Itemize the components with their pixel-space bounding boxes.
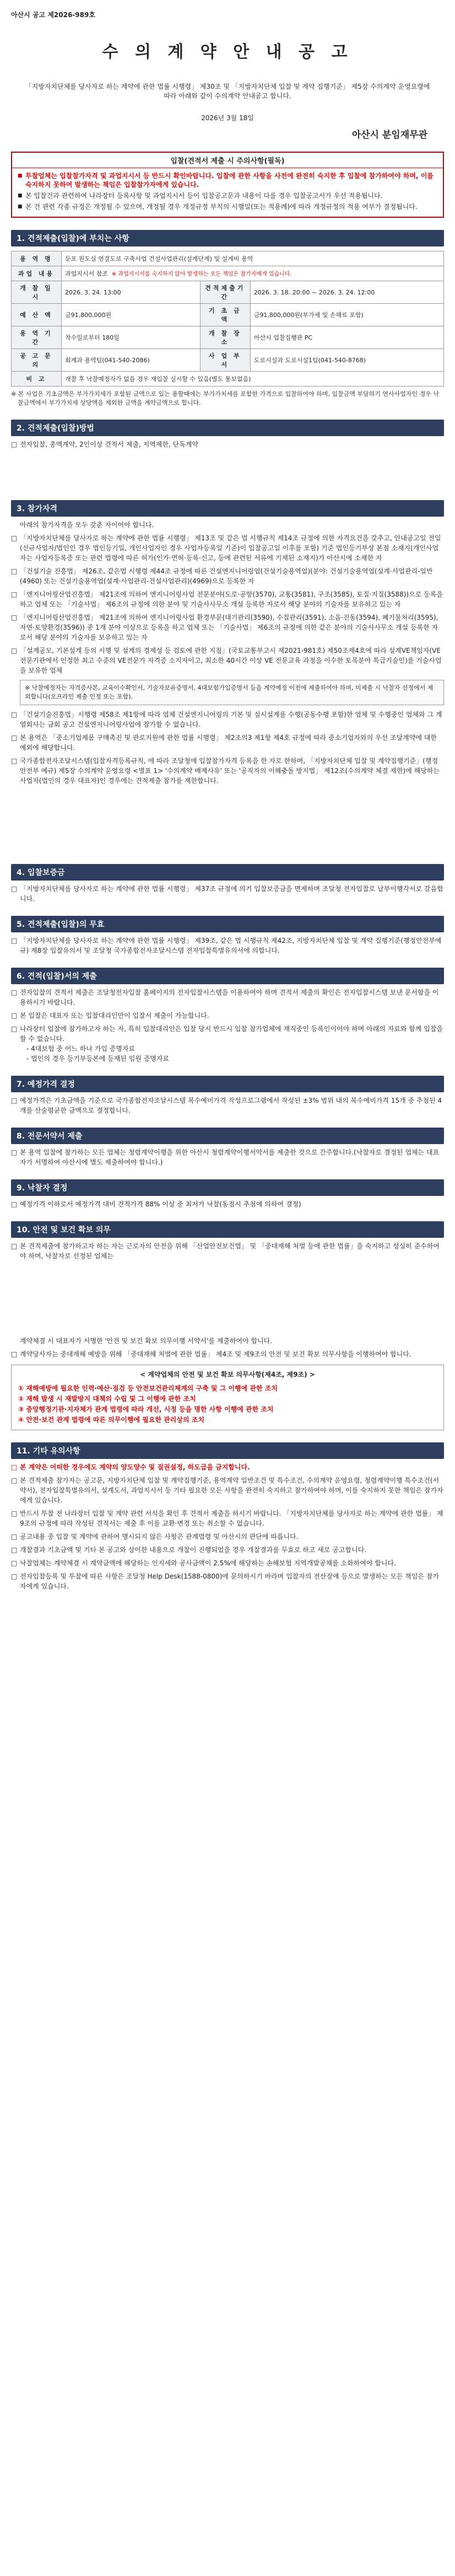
warning-box [11, 152, 444, 218]
paragraph: □ 「지방자치단체를 당사자로 하는 계약에 관한 법률 시행령」 제39조, 같은 법 시행규칙 제42조, 지방자치단체 입찰 및 계약 집행기준(행정안전부예규) 제8장 입찰유의서 및 조달청 국가종합전자조달시스템 전자입찰특별유의서에 의합니다. [11, 936, 444, 956]
paragraph: □ 전자입찰등록 및 투찰에 따른 사항은 조달청 Help Desk(1588-0800)에 문의하시기 바라며 입찰자의 전산장애 등으로 발생하는 모든 책임은 참가자에게 있습니다. [11, 1571, 444, 1591]
paragraph: □ 「지방자치단체를 당사자로 하는 계약에 관한 법률 시행령」 제13조 및 같은 법 시행규칙 제14조 규정에 의한 자격요건을 갖추고, 안내공고일 전일(신규사업자/법인인 경우 법인등기일, 개인사업자인 경우 사업자등록일 기준)이 입찰공고일 이후를 포함) 기준 법인등기부상 본점 소재지(개인사업자는 사업자등록증 또는 관련 법령에 따른 허가(인가·면허·등록·신고, 등에 관련된 서류에 기재된 소재지)가 아산시에 소재한 자 [11, 533, 444, 563]
paragraph: □ 본 입찰은 대표자 또는 입찰대리인만이 입찰서 제출이 가능합니다. [11, 1011, 444, 1021]
row-value [62, 266, 444, 281]
row-label: 개 찰 일 시 [12, 281, 62, 304]
obligation-item: ② 재해 발생 시 재발방지 대책의 수립 및 그 이행에 관한 조치 [18, 1395, 196, 1403]
row-value: 둔포 원도심 연결도로 구축사업 건설사업관리(설계단계) 및 설계비 용역 [62, 251, 444, 266]
paragraph: □ 「건설기술 진흥법」 제26조, 같은법 시행령 제44조 규정에 따른 건설엔지니어링업(건설기술용역업)(분야: 건설기술용역업(설계·사업관리-일반(4960) 또는 건설기술용역업(설계·사업관리-건설사업관리)(4969)으로 등록한 자 [11, 566, 444, 586]
section-heading: 11. 기타 유의사항 [11, 1442, 444, 1459]
row-value: 개찰 후 낙찰예정자가 없을 경우 재입찰 실시할 수 있음(별도 통보없음) [62, 372, 444, 387]
paragraph: □ 전자입찰의 견적서 제출은 조달청전자입찰 홈페이지의 전자입찰시스템을 이용하여야 하며 견적서 제출의 확인은 전자입찰시스템 보낸 문서함을 이용하시기 바랍니다. [11, 988, 444, 1007]
intro-text: 「지방자치단체를 당사자로 하는 계약에 관한 법률 시행령」 제30조 및 「지방자치단체 입찰 및 계약 집행기준」 제5장 수의계약 운영요령에 따라 아래와 같이 수의계약 안내공고 합니다. [25, 83, 430, 100]
table-row [12, 281, 444, 304]
row-value: 2026. 3. 18. 20:00 ~ 2026. 3. 24. 12:00 [250, 281, 443, 304]
issuer: 아산시 분임재무관 [351, 130, 427, 141]
paragraph: □ 본 견적제출 참가자는 공고문, 지방자치단체 입찰 및 계약집행기준, 용역계약 일반조건 및 특수조건, 수의계약 운영요령, 청렴계약이행 특수조건(서약서), 전자입찰특별유의서, 설계도서, 과업지시서 등 기타 필요한 모든 사항을 완전히 숙지하고 참가하여야 하며, 이를 숙지하지 못한 책임은 참가자에게 있습니다. [11, 1475, 444, 1505]
paragraph: □ 개찰결과 기초금액 및 기타 본 공고와 상이한 내용으로 개찰이 진행되었을 경우 개찰결과를 무효로 하고 새로 공고합니다. [11, 1545, 444, 1555]
warning-item: ■ 투찰업체는 입찰참가자격 및 과업지시서 등 반드시 확인바랍니다. 입찰에 관한 사항을 사전에 완전히 숙지한 후 입찰에 참가하여야 하며, 이를 숙지하지 못하여 발생하는 책임은 입찰참가자에게 있습니다. [25, 171, 436, 189]
paragraph: □ 「엔지니어링산업진흥법」 제21조에 의하여 엔지니어링사업 전문분야(도로·공항(3570), 교통(3581), 구조(3585), 토질·지질(3588))으로 등록을 하고 업체 또는 「기술사법」 제6조의 규정에 의한 분야 및 기술사사무소 개설 등록한 자로서 해당 분야의 기술자를 보유하고 있는 자 [11, 589, 444, 609]
row-label: 예 산 액 [12, 304, 62, 326]
obligation-item: ① 재해예방에 필요한 인력·예산·점검 등 안전보건관리체계의 구축 및 그 이행에 관한 조치 [18, 1384, 278, 1392]
section-heading: 2. 견적제출(입찰)방법 [11, 420, 444, 436]
table-row [12, 304, 444, 326]
warning-item: ■ 본 입찰건과 관련하여 나라장터 등록사항 및 과업지시서 등이 입찰공고문과 내용이 다를 경우 입찰공고서가 우선 적용됩니다. [25, 191, 436, 200]
obligation-title: < 계약업체의 안전 및 보건 확보 의무사항(제4조, 제9조) > [140, 1371, 315, 1378]
table-row [12, 326, 444, 349]
section-heading: 4. 입찰보증금 [11, 864, 444, 881]
paragraph: □ 국가종합전자조달시스템(입찰자격등록규칙, 에 따라 조달청에 입찰참가자격 등록을 한 자로 한하며, 「지방자치단체 입찰 및 계약집행기준」(행정안전부 예규) 제5장 수의계약 운영요령 <별표 1> '수의계약 배제사유' 또는 '공직자의 이해충돌 방지법」 제12조(수의계약 체결 제한)에 해당하는 사업자(법인의 경우 대표자)인 경우에는 견적제출 참가를 제한합니다. [11, 756, 444, 786]
notice-number: 아산시 공고 제2026-989호 [11, 11, 95, 19]
notice-page [11, 0, 444, 1591]
paragraph: 계약체결 시 대표자가 서명한 '안전 및 보건 확보 의무이행 서약서'를 제출하여야 합니다. [20, 1337, 273, 1345]
section-heading: 8. 전문서약서 제출 [11, 1128, 444, 1144]
paragraph: □ 본 용역은 「중소기업제품 구매촉진 및 판로지원에 관한 법률 시행령」 제2조의3 제1항 제4호 규정에 따라 중소기업자와의 우선 조달계약에 대한 예외에 해당합니다. [11, 733, 444, 753]
paragraph: □ 본 견적제출에 참가하고자 하는 자는 근로자의 안전을 위해 「산업안전보건법」 및 「중대재해 처벌 등에 관한 법률」을 숙지하고 성실히 준수하여야 하며, 낙찰자로 선정된 업체는 [11, 1241, 444, 1261]
paragraph: □ 예정가격 이하로서 예정가격 대비 견적가격 88% 이상 중 최저가 낙찰(동점시 추첨에 의하여 결정) [11, 1199, 444, 1209]
paragraph: □ 「설계공모, 기본설계 등의 시행 및 설계의 경제성 등 검토에 관한 지침」(국토교통부고시 제2021-981호) 제50조제4호에 따라 설계VE책임자(VE전문기관에서 인정한 최고 수준의 VE전문가 자격증 소지자이고, 최소한 40시간 이상 VE 전문교육 과정을 이수한 토목분야 특급기술인)를 기술사업을 보유한 업체 [11, 646, 444, 675]
table-row [12, 349, 444, 372]
table-row [12, 372, 444, 387]
tax-note: ※ 본 사업은 기초금액은 부가가치세가 포함된 금액으로 있는 용할때에는 부가가치세를 포함한 가격으로 입찰하여야 하며, 입찰금액 부담하기 연사사업자인 경우 낙찰금액에서 부가가치세 상당액을 제외한 금액을 계약금액으로 합니다. [11, 390, 439, 406]
row-value-main: 과업지시서 참조 [65, 270, 108, 277]
row-label: 공 고 문 의 [12, 349, 62, 372]
paragraph: □ 낙찰업체는 계약체결 시 계약금액에 해당하는 인지세와 공사금액이 2.5%에 해당하는 손해보험 지역개발공채를 소화하여야 합니다. [11, 1558, 444, 1568]
table-row [12, 266, 444, 281]
paragraph: □ 나라장터 입찰에 참가하고자 하는 자, 특히 입찰대리인은 입찰 당시 반드시 입찰 참가업체에 재직중인 등록인이어야 하며 아래의 자료와 함께 입찰을 할 수 없습니다. [11, 1024, 444, 1044]
section-heading: 10. 안전 및 보건 확보 의무 [11, 1221, 444, 1238]
row-value: 도로시설과 도로시설1팀(041-540-8768) [250, 349, 443, 372]
sub-item: - 4대보험 중 어느 하나 가입 증명자료 [26, 1045, 136, 1053]
notice-date: 2026년 3월 18일 [201, 114, 254, 122]
section-heading: 5. 견적제출(입찰)의 무효 [11, 916, 444, 932]
row-value: 금91,800,000원(부가세 및 손해료 포함) [250, 304, 443, 326]
section-heading: 6. 견적(입찰)서의 제출 [11, 968, 444, 984]
row-label: 용 역 명 [12, 251, 62, 266]
warning-title: 입찰(견적서 제출 시 주의사항(필독) [12, 153, 443, 168]
section-heading: 3. 참가자격 [11, 500, 444, 517]
section-heading: 1. 견적제출(입찰)에 부치는 사항 [11, 230, 444, 246]
row-value: 착수일로부터 180일 [62, 326, 201, 349]
note-box: ※ 낙찰예정자는 자격증사본, 교육이수확인서, 기술자보유증명서, 4대보험가입증명서 등을 계약예정 이전에 제출하여야 하며, 미제출 시 낙찰자 선정에서 제외합니다(오프라인 제출 인정 또는 포함). [20, 680, 444, 705]
section-heading: 7. 예정가격 결정 [11, 1076, 444, 1092]
paragraph: □ 「건설기술진흥법」시행령 제58조 제1항에 따라 업체 건설엔지니어링의 기본 및 실시설계를 수행(공동수행 포함)한 업체 및 수행중인 업체와 그 계열회사는 금회 공고 건설엔지니어링사업에 참가할 수 없습니다. [11, 710, 444, 729]
row-value: 2026. 3. 24. 13:00 [62, 281, 201, 304]
paragraph: □ 「엔지니어링산업진흥법」 제21조에 의하여 엔지니어링사업 환경부문(대기관리(3590), 수질관리(3591), 소음·진동(3594), 폐기물처리(3595), 자연·토양환경(3596)) 중 1개 분야 이상으로 등록을 하고 업체 또는 「기술사법」 제6조의 규정에 의한 같은 분야의 기술사사무소 개설 등록한 자로서 해당 분야의 기술자를 보유하고 있는 자 [11, 613, 444, 642]
paragraph: □ 예정가격은 기초금액을 기준으로 국가종합전자조달시스템 복수예비가격 작성프로그램에서 작성된 ±3% 범위 내의 복수예비가격 15개 중 추첨된 4개를 산술평균한 금액으로 결정합니다. [11, 1096, 444, 1115]
paragraph: □ 공고내용 중 입찰 및 계약에 관하여 명시되지 않은 사항은 관계법령 및 아산시의 판단에 따릅니다. [11, 1532, 444, 1542]
row-label: 과업 내용 [12, 266, 62, 281]
obligation-item: ③ 중앙행정기관·지자체가 관계 법령에 따라 개선, 시정 등을 명한 사항 이행에 관한 조치 [18, 1405, 274, 1413]
row-label: 용 역 기 간 [12, 326, 62, 349]
row-label: 개 찰 장 소 [200, 326, 250, 349]
section-heading: 9. 낙찰자 결정 [11, 1179, 444, 1196]
row-label: 비 고 [12, 372, 62, 387]
paragraph: □ 계약당사자는 중대재해 예방을 위해 「중대재해 처벌에 관한 법률」 제4조 및 제9조의 안전 및 보건 확보 의무사항을 이행하여야 합니다. [11, 1349, 444, 1359]
row-value: 금91,800,000원 [62, 304, 201, 326]
page-title: 수 의 계 약 안 내 공 고 [102, 42, 353, 62]
paragraph: □ 본 계약은 어떠한 경우에도 계약의 양도양수 및 질권설정, 하도급을 금지합니다. [11, 1462, 444, 1472]
paragraph: □ 「지방자치단체를 당사자로 하는 계약에 관한 법률 시행령」 제37조 규정에 의거 입찰보증금을 면제하며 조달청 전자입찰로 납부이행각서로 갈음합니다. [11, 884, 444, 904]
paragraph: 아래의 참가자격을 모두 갖춘 자이어야 합니다. [20, 521, 154, 529]
overview-table [11, 251, 444, 387]
table-row [12, 251, 444, 266]
row-label: 기 초 금 액 [200, 304, 250, 326]
row-label: 사 업 부 서 [200, 349, 250, 372]
warning-item: ■ 본 건 관련 각종 규정은 개정될 수 있으며, 개정될 경우 개정규정 부칙의 시행일(또는 적용례)에 따라 개정규정의 적용 여부가 결정됩니다. [25, 202, 436, 211]
row-value-note: ※ 과업지시서를 숙지하지 않아 발생하는 모든 책임은 참가자에게 있습니다. [111, 271, 292, 277]
sub-item: - 법인의 경우 등기부등본에 등재된 임원 증명자료 [26, 1055, 170, 1062]
row-value: 아산시 입찰집행관 PC [250, 326, 443, 349]
warning-list [12, 171, 443, 211]
paragraph: □ 반드시 투찰 전 나라장터 입찰 및 계약 관련 서식을 확인 후 견적서 제출을 하시기 바랍니다. 「지방자치단체를 당사자로 하는 계약에 관한 법률」 제9조의 규정에 따라 작성된 견적서는 제출 후 이를 교환·변경 또는 취소할 수 없습니다. [11, 1509, 444, 1528]
obligation-item: ④ 안전·보건 관계 법령에 따른 의무이행에 필요한 관리상의 조치 [18, 1416, 204, 1424]
row-value: 회계과 용역팀(041-540-2086) [62, 349, 201, 372]
row-label: 견적제출기간 [200, 281, 250, 304]
obligation-box [11, 1365, 444, 1430]
paragraph: □ 전자입찰, 총액계약, 2인이상 견적서 제출, 지역제한, 단독계약 [11, 439, 444, 449]
paragraph: □ 본 용역 입찰에 참가하는 모든 업체는 청렴계약이행을 위한 아산시 청렴계약이행서약서를 제출한 것으로 간주합니다.(낙찰자로 결정된 업체는 대표자가 서명하여 아산시에 별도 제출하여야 합니다.) [11, 1147, 444, 1167]
